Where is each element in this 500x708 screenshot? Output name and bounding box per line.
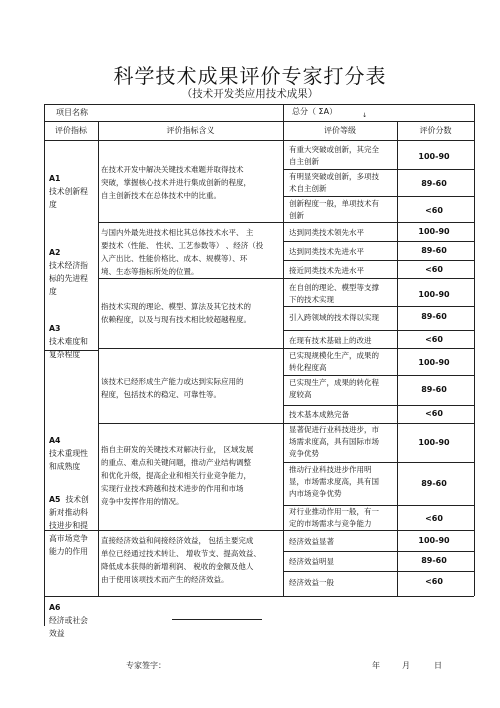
indicator-a5: A5 技术创 新对推动科 技进步和提 高市场竞争 能力的作用 [49,495,89,556]
indicator-a1: A1 技术创新程 度 [49,174,88,209]
score-a4-1: 100-90 [418,358,450,367]
page-subtitle: （技术开发类应用技术成果） [181,88,319,100]
underline-blank [172,619,262,620]
page-title: 科学技术成果评价专家打分表 [113,64,387,88]
score-a2-3: <60 [425,265,443,274]
indicator-a6: A6 经济或社会 效益 [49,603,88,638]
grade-a1-2: 有明显突破或创新，多项技 术自主创新 [289,172,379,193]
project-name-label: 项目名称 [56,108,88,117]
score-a4-2: 89-60 [421,385,447,394]
score-a2-1: 100-90 [418,227,450,236]
score-a1-3: <60 [425,206,443,215]
meaning-a4: 该技术已经形成生产能力或达到实际应用的 程度，包括技术的稳定、可靠性等。 [101,377,244,399]
meaning-a5: 指自主研发的关键技术对解决行业， 区域发展 的重点、难点和关键问题，推动产业结构调整 和优化升级，提高企业和相关行业竞争能力， 实现行业技术跨越和技术进步的作用和市场 竞争中发挥作用的情况。 [101,445,254,506]
grade-a5-2: 推动行业科技进步作用明 显，市场需求度高，具有国 内市场竞争优势 [289,465,379,498]
score-a6-2: 89-60 [421,556,447,565]
grade-a2-3: 接近同类技术先进水平 [289,266,364,275]
col-header-grade: 评价等级 [324,126,356,135]
grade-a5-3: 对行业推动作用一般，有一 定的市场需求与竞争能力 [289,507,379,528]
meaning-a6: 直接经济效益和间接经济效益， 包括主要完成 单位已经通过技术转让、 增收节支、提高效益、 降低成本获得的新增利润、 税收的金额及他人 由于使用该项技术而产生的经济效益。 [101,536,261,584]
grade-a6-3: 经济效益一般 [289,578,334,587]
grade-a3-3: 在现有技术基础上的改进 [289,336,372,345]
total-score-label: 总分（ ΣA） [292,107,338,116]
grade-a1-1: 有重大突破或创新，其完全 自主创新 [289,145,379,166]
score-a1-2: 89-60 [421,179,447,188]
date-month-label: 月 [402,661,410,670]
score-a6-1: 100-90 [418,536,450,545]
meaning-a2: 与国内外最先进技术相比其总体技术水平、 主 要技术（性能、 性状、工艺参数等） 、经济（投 入产出比、性能价格比、成本、规模等）、环 境、生态等指标所处的位置。 [101,228,264,276]
col-header-indicator: 评价指标 [55,126,87,135]
grade-a2-2: 达到同类技术先进水平 [289,247,364,256]
col-header-score: 评价分数 [419,126,452,135]
score-a5-2: 89-60 [421,479,447,488]
indicator-a4: A4 技术重现性 和成熟度 [49,436,88,471]
expert-signature-label: 专家签字： [126,661,166,670]
date-year-label: 年 [372,661,380,670]
score-a3-2: 89-60 [421,312,447,321]
score-a5-1: 100-90 [418,438,450,447]
meaning-a3: 指技术实现的理论、模型、算法及其它技术的 依赖程度，以及与现有技术相比较超越程度。 [101,302,251,324]
grade-a3-2: 引入跨领域的技术得以实现 [289,313,379,322]
score-a4-3: <60 [425,409,443,418]
grade-a5-1: 显著促进行业科技进步，市 场需求度高，具有国际市场 竞争优势 [289,425,379,458]
date-day-label: 日 [434,661,442,670]
score-a3-3: <60 [425,335,443,344]
grade-a4-1: 已实现规模化生产，成果的 转化程度高 [289,351,379,372]
total-score-mark: ↓ [362,112,368,119]
meaning-a1: 在技术开发中解决关键技术难题并取得技术 突破，掌握核心技术并进行集成创新的程度， 自主创新技术在总体技术中的比重。 [101,165,251,200]
grade-a6-2: 经济效益明显 [289,557,334,566]
score-a3-1: 100-90 [418,290,450,299]
indicator-a2: A2 技术经济指 标的先进程 度 [49,248,88,296]
grade-a4-2: 已实现生产，成果的转化程 度较高 [289,378,379,399]
score-a2-2: 89-60 [421,246,447,255]
score-a1-1: 100-90 [418,152,450,161]
indicator-a3: A3 技术难度和 复杂程度 [49,324,88,359]
col-header-meaning: 评价指标含义 [166,126,215,135]
score-a5-3: <60 [425,514,443,523]
score-a6-3: <60 [425,577,443,586]
grade-a4-3: 技术基本成熟完备 [289,410,349,419]
grade-a6-1: 经济效益显著 [289,537,334,546]
grade-a1-3: 创新程度一般，单项技术有 创新 [289,199,379,220]
grade-a2-1: 达到同类技术领先水平 [289,228,364,237]
grade-a3-1: 在自创的理论、模型等支撑 下的技术实现 [289,283,379,304]
